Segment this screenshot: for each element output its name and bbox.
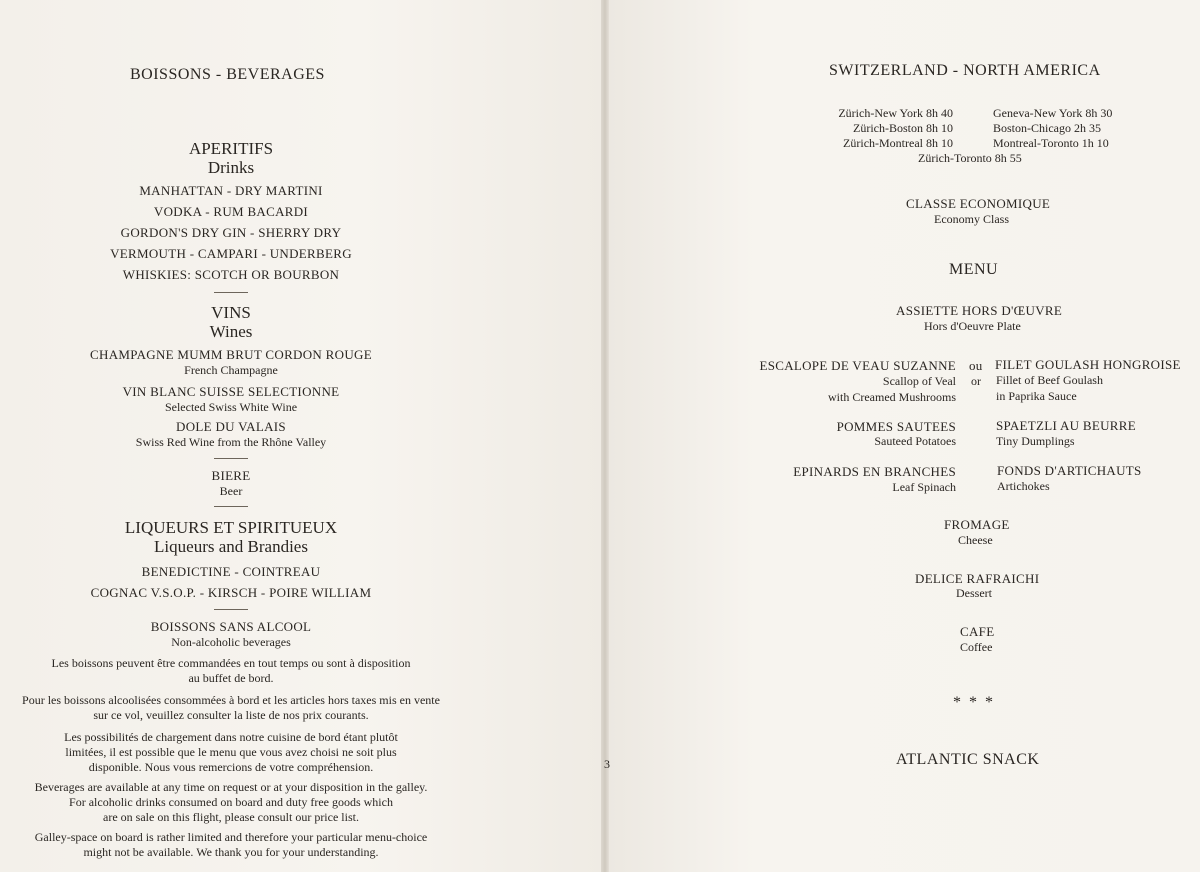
class-en: Economy Class — [934, 212, 1009, 226]
route-item: Zürich-Montreal 8h 10 — [843, 136, 953, 150]
note-line: For alcoholic drinks consumed on board and duty free goods which — [69, 795, 393, 809]
main-right-en: in Paprika Sauce — [996, 389, 1077, 403]
cheese-fr: FROMAGE — [944, 517, 1010, 532]
divider — [214, 292, 248, 293]
note-line: limitées, il est possible que le menu que vous avez choisi ne soit plus — [65, 745, 397, 759]
divider — [214, 609, 248, 610]
snack-heading: ATLANTIC SNACK — [896, 751, 1040, 768]
liqueur-item: COGNAC V.S.O.P. - KIRSCH - POIRE WILLIAM — [90, 585, 372, 600]
aperitifs-subheading: Drinks — [207, 158, 255, 177]
note-line: au buffet de bord. — [188, 671, 274, 685]
beverages-title: BOISSONS - BEVERAGES — [130, 66, 325, 83]
side-left-en: Sauteed Potatoes — [874, 434, 956, 448]
divider — [214, 458, 248, 459]
wine-item-fr: VIN BLANC SUISSE SELECTIONNE — [122, 384, 340, 399]
liqueurs-heading: LIQUEURS ET SPIRITUEUX — [124, 518, 338, 537]
wine-item-en: French Champagne — [184, 363, 278, 377]
beer-en: Beer — [219, 484, 243, 498]
wine-item-fr: DOLE DU VALAIS — [176, 419, 286, 434]
note-line: are on sale on this flight, please consult our price list. — [103, 810, 359, 824]
soft-drinks-en: Non-alcoholic beverages — [171, 635, 291, 649]
divider — [214, 506, 248, 507]
aperitif-item: VERMOUTH - CAMPARI - UNDERBERG — [110, 246, 352, 261]
starter-en: Hors d'Oeuvre Plate — [924, 319, 1021, 333]
side-right-fr: FONDS D'ARTICHAUTS — [997, 463, 1142, 478]
wines-subheading: Wines — [209, 322, 253, 341]
route-item: Geneva-New York 8h 30 — [993, 106, 1113, 120]
main-left-fr: ESCALOPE DE VEAU SUZANNE — [759, 358, 956, 373]
wine-item-en: Swiss Red Wine from the Rhône Valley — [135, 435, 327, 449]
starter-fr: ASSIETTE HORS D'ŒUVRE — [896, 303, 1063, 318]
note-line: Beverages are available at any time on request or at your disposition in the galley. — [34, 780, 428, 794]
aperitif-item: GORDON'S DRY GIN - SHERRY DRY — [120, 225, 342, 240]
note-line: sur ce vol, veuillez consulter la liste de nos prix courants. — [93, 708, 369, 722]
dessert-en: Dessert — [956, 586, 992, 600]
note-line: disponible. Nous vous remercions de votre compréhension. — [88, 760, 374, 774]
note-line: Galley-space on board is rather limited and therefore your particular menu-choice — [34, 830, 428, 844]
main-left-en: with Creamed Mushrooms — [828, 390, 956, 404]
side-right-en: Tiny Dumplings — [996, 434, 1075, 448]
note-line: might not be available. We thank you for your understanding. — [83, 845, 379, 859]
soft-drinks-fr: BOISSONS SANS ALCOOL — [150, 619, 312, 634]
side-left-fr: EPINARDS EN BRANCHES — [793, 464, 956, 479]
route-item: Zürich-Boston 8h 10 — [853, 121, 953, 135]
separator-stars: * * * — [953, 694, 995, 711]
liqueur-item: BENEDICTINE - COINTREAU — [141, 564, 321, 579]
aperitif-item: MANHATTAN - DRY MARTINI — [139, 183, 323, 198]
note-line: Les possibilités de chargement dans notre cuisine de bord étant plutôt — [64, 730, 398, 744]
side-left-en: Leaf Spinach — [892, 480, 956, 494]
aperitif-item: WHISKIES: SCOTCH OR BOURBON — [122, 267, 340, 282]
route-item: Boston-Chicago 2h 35 — [993, 121, 1101, 135]
dessert-fr: DELICE RAFRAICHI — [915, 571, 1040, 586]
coffee-fr: CAFE — [960, 624, 995, 639]
aperitif-item: VODKA - RUM BACARDI — [153, 204, 309, 219]
route-item: Montreal-Toronto 1h 10 — [993, 136, 1109, 150]
main-left-en: Scallop of Veal — [882, 374, 956, 388]
menu-heading: MENU — [949, 261, 999, 278]
route-item: Zürich-Toronto 8h 55 — [918, 151, 1022, 165]
beer-fr: BIERE — [211, 468, 251, 483]
main-right-fr: FILET GOULASH HONGROISE — [995, 357, 1181, 372]
class-fr: CLASSE ECONOMIQUE — [906, 196, 1051, 211]
wine-item-en: Selected Swiss White Wine — [164, 400, 298, 414]
coffee-en: Coffee — [960, 640, 993, 654]
side-right-en: Artichokes — [997, 479, 1050, 493]
liqueurs-subheading: Liqueurs and Brandies — [154, 537, 308, 556]
or-label-fr: ou — [969, 358, 983, 373]
route-title: SWITZERLAND - NORTH AMERICA — [829, 62, 1101, 79]
cheese-en: Cheese — [958, 533, 993, 547]
page-fold — [601, 0, 609, 872]
route-item: Zürich-New York 8h 40 — [838, 106, 953, 120]
note-line: Pour les boissons alcoolisées consommées à bord et les articles hors taxes mis en vente — [22, 693, 440, 707]
wines-heading: VINS — [211, 303, 251, 322]
or-label-en: or — [971, 374, 981, 388]
main-right-en: Fillet of Beef Goulash — [996, 373, 1103, 387]
page-number: 3 — [604, 757, 610, 771]
note-line: Les boissons peuvent être commandées en tout temps ou sont à disposition — [51, 656, 411, 670]
aperitifs-heading: APERITIFS — [188, 139, 274, 158]
side-left-fr: POMMES SAUTEES — [836, 419, 956, 434]
side-right-fr: SPAETZLI AU BEURRE — [996, 418, 1136, 433]
wine-item-fr: CHAMPAGNE MUMM BRUT CORDON ROUGE — [90, 347, 372, 362]
